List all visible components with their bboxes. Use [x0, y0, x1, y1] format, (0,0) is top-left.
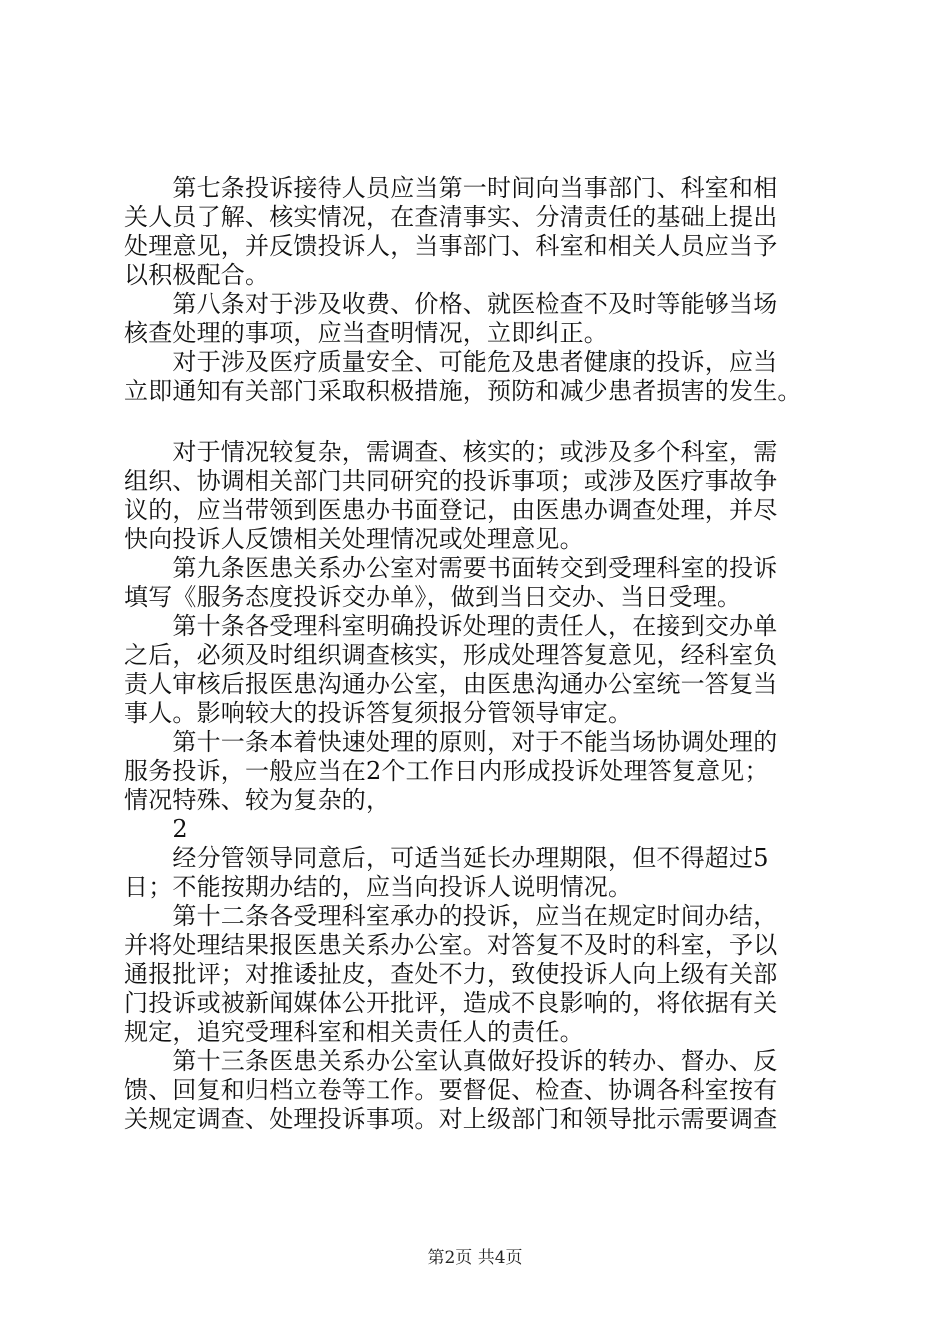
text-line: 第七条投诉接待人员应当第一时间向当事部门、科室和相 [124, 174, 778, 202]
text-line: 经分管领导同意后，可适当延长办理期限，但不得超过5 [124, 844, 769, 872]
text-line: 关人员了解、核实情况，在查清事实、分清责任的基础上提出 [124, 203, 778, 231]
text-line: 处理意见，并反馈投诉人，当事部门、科室和相关人员应当予 [124, 232, 778, 260]
text-line: 立即通知有关部门采取积极措施，预防和减少患者损害的发生。 [124, 377, 802, 405]
text-line: 服务投诉，一般应当在2个工作日内形成投诉处理答复意见； [124, 757, 769, 785]
text-line: 事人。影响较大的投诉答复须报分管领导审定。 [124, 699, 633, 727]
paragraph-gap [124, 406, 844, 438]
text-line: 第十条各受理科室明确投诉处理的责任人，在接到交办单 [124, 612, 778, 640]
text-line: 第十三条医患关系办公室认真做好投诉的转办、督办、反 [124, 1047, 778, 1075]
text-line: 第九条医患关系办公室对需要书面转交到受理科室的投诉 [124, 554, 778, 582]
text-line: 责人审核后报医患沟通办公室，由医患沟通办公室统一答复当 [124, 670, 778, 698]
text-section-1 [124, 174, 844, 406]
page-footer: 第2页 共4页 [427, 1248, 523, 1268]
text-line: 关规定调查、处理投诉事项。对上级部门和领导批示需要调查 [124, 1105, 778, 1133]
text-line: 议的，应当带领到医患办书面登记，由医患办调查处理，并尽 [124, 496, 778, 524]
text-line: 对于情况较复杂，需调查、核实的；或涉及多个科室，需 [124, 438, 778, 466]
text-line: 并将处理结果报医患关系办公室。对答复不及时的科室，予以 [124, 931, 778, 959]
text-line: 馈、回复和归档立卷等工作。要督促、检查、协调各科室按有 [124, 1076, 778, 1104]
text-line: 填写《服务态度投诉交办单》，做到当日交办、当日受理。 [124, 583, 742, 611]
text-line: 核查处理的事项，应当查明情况，立即纠正。 [124, 319, 608, 347]
text-line: 之后，必须及时组织调查核实，形成处理答复意见，经科室负 [124, 641, 778, 669]
text-line: 以积极配合。 [124, 261, 270, 289]
text-line: 情况特殊、较为复杂的， [124, 786, 391, 814]
text-line: 对于涉及医疗质量安全、可能危及患者健康的投诉，应当 [124, 348, 778, 376]
body-text [124, 174, 844, 1134]
text-line: 规定，追究受理科室和相关责任人的责任。 [124, 1018, 584, 1046]
text-line: 通报批评；对推诿扯皮，查处不力，致使投诉人向上级有关部 [124, 960, 778, 988]
text-line: 第八条对于涉及收费、价格、就医检查不及时等能够当场 [124, 290, 778, 318]
text-line: 第十一条本着快速处理的原则，对于不能当场协调处理的 [124, 728, 778, 756]
text-line: 快向投诉人反馈相关处理情况或处理意见。 [124, 525, 584, 553]
text-section-2 [124, 438, 844, 1134]
text-line: 2 [124, 815, 188, 843]
text-line: 组织、协调相关部门共同研究的投诉事项；或涉及医疗事故争 [124, 467, 778, 495]
text-line: 日；不能按期办结的，应当向投诉人说明情况。 [124, 873, 633, 901]
text-line: 门投诉或被新闻媒体公开批评，造成不良影响的，将依据有关 [124, 989, 778, 1017]
text-line: 第十二条各受理科室承办的投诉，应当在规定时间办结， [124, 902, 778, 930]
